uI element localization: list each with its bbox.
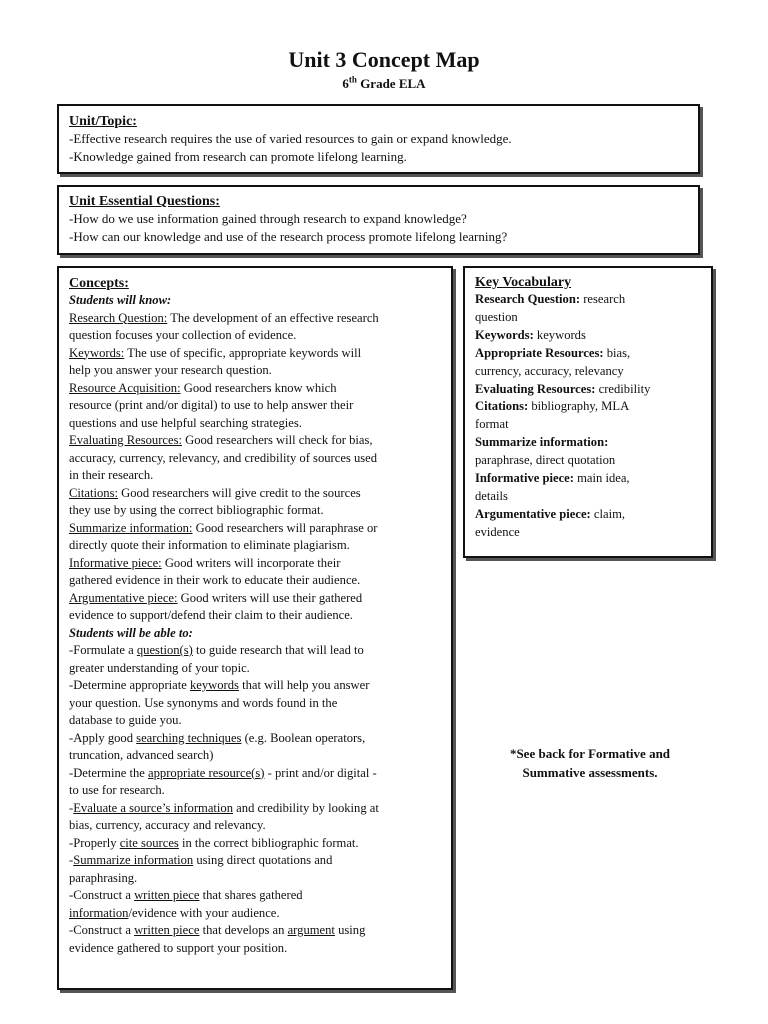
key-vocabulary-box — [463, 266, 713, 558]
vocab-line — [475, 470, 701, 488]
underlined-term: appropriate resource(s) — [148, 765, 265, 780]
text-run: - — [69, 853, 74, 867]
able-item — [69, 677, 441, 695]
concept-text: Good researchers will paraphrase or — [192, 520, 378, 535]
concept-term: Keywords: — [69, 345, 125, 360]
able-item — [69, 730, 441, 748]
able-item — [69, 765, 441, 783]
vocab-line — [475, 398, 701, 416]
text-run: bibliography, MLA — [528, 399, 630, 414]
vocab-line — [475, 309, 701, 327]
know-item-continuation: gathered evidence in their work to educate their audience. — [69, 573, 361, 587]
text-run: greater understanding of your topic. — [69, 660, 250, 675]
vocab-term: Research Question: — [475, 292, 581, 306]
text-run: -Formulate a — [69, 643, 137, 657]
unit-topic-line: -Effective research requires the use of varied resources to gain or expand knowledge. — [69, 131, 512, 146]
text-run: paraphrasing. — [69, 870, 138, 885]
able-item — [69, 695, 441, 713]
able-item — [69, 642, 441, 660]
vocab-line — [475, 327, 701, 345]
key-vocabulary-heading: Key Vocabulary — [475, 275, 572, 290]
know-item-continuation: they use by using the correct bibliographic format. — [69, 503, 324, 517]
text-run: -Construct a — [69, 923, 135, 937]
text-run: format — [475, 417, 509, 432]
vocab-term: Keywords: — [475, 327, 534, 342]
able-item — [69, 922, 441, 940]
able-item — [69, 747, 441, 765]
concept-term: Citations: — [69, 485, 118, 500]
text-run: that develops an — [199, 923, 288, 937]
text-run: -Determine the — [69, 765, 149, 780]
text-run: - print and/or digital - — [264, 765, 377, 780]
underlined-term: Summarize information — [73, 853, 194, 867]
able-item — [69, 940, 441, 958]
text-run: paraphrase, direct quotation — [475, 453, 616, 468]
concept-text: The use of specific, appropriate keywords will — [124, 345, 362, 360]
able-item — [69, 852, 441, 870]
underlined-term: cite sources — [119, 835, 179, 850]
able-item — [69, 905, 441, 923]
vocab-line — [475, 506, 701, 524]
text-run: currency, accuracy, relevancy — [475, 363, 624, 378]
text-run: main idea, — [573, 471, 630, 486]
text-run: -Construct a — [69, 888, 135, 902]
concept-text: Good researchers will check for bias, — [181, 433, 373, 447]
vocabulary-list — [475, 291, 701, 542]
vocab-term: Summarize information: — [475, 435, 609, 450]
concept-text: Good writers will use their gathered — [177, 590, 363, 605]
able-item — [69, 800, 441, 818]
text-run: and credibility by looking at — [233, 800, 379, 815]
text-run: database to guide you. — [69, 713, 182, 727]
text-run: research — [580, 292, 626, 306]
know-item-continuation: question focuses your collection of evidence. — [69, 328, 297, 342]
vocab-line — [475, 488, 701, 506]
know-item — [69, 485, 441, 503]
concepts-box — [57, 266, 453, 990]
know-item-continuation: questions and use helpful searching strategies. — [69, 415, 302, 430]
concept-term: Resource Acquisition: — [69, 380, 181, 395]
vocab-line — [475, 452, 701, 470]
underlined-term: Evaluate a source’s information — [73, 800, 234, 815]
underlined-term: information — [69, 905, 129, 920]
grade-number: 6 — [342, 76, 349, 91]
know-item — [69, 520, 441, 538]
text-run: evidence — [475, 524, 520, 539]
concepts-heading: Concepts: — [69, 276, 129, 291]
know-item — [69, 555, 441, 573]
know-item-continuation: directly quote their information to eliminate plagiarism. — [69, 538, 350, 552]
vocab-line — [475, 363, 701, 381]
text-run: question — [475, 309, 518, 324]
vocab-line — [475, 524, 701, 542]
text-run: -Properly — [69, 835, 120, 850]
concept-term: Research Question: — [69, 310, 168, 325]
concept-term: Argumentative piece: — [69, 590, 178, 605]
concept-term: Informative piece: — [69, 555, 162, 570]
vocab-line — [475, 381, 701, 399]
know-item — [69, 590, 441, 608]
unit-topic-box — [57, 104, 700, 174]
page-title: Unit 3 Concept Map — [288, 47, 480, 72]
text-run: -Determine appropriate — [69, 678, 190, 692]
vocab-term: Informative piece: — [475, 471, 574, 486]
page-subtitle — [0, 76, 768, 92]
underlined-term: written piece — [134, 888, 200, 902]
unit-topic-line: -Knowledge gained from research can promote lifelong learning. — [69, 148, 407, 164]
text-run: bias, currency, accuracy and relevancy. — [69, 818, 266, 832]
underlined-term: keywords — [189, 678, 239, 692]
text-run: keywords — [533, 327, 586, 342]
text-run: truncation, advanced search) — [69, 748, 214, 762]
vocab-line — [475, 416, 701, 434]
concept-text: Good researchers know which — [180, 380, 337, 395]
students-able-heading: Students will be able to: — [69, 625, 193, 640]
vocab-term: Argumentative piece: — [475, 506, 591, 521]
know-item — [69, 380, 441, 398]
text-run: details — [475, 488, 508, 503]
vocab-term: Appropriate Resources: — [475, 345, 604, 360]
vocab-line — [475, 434, 701, 452]
underlined-term: question(s) — [136, 643, 193, 657]
text-run: that will help you answer — [238, 678, 370, 692]
know-item-continuation: in their research. — [69, 468, 154, 482]
students-will-know-heading: Students will know: — [69, 293, 172, 307]
able-item — [69, 817, 441, 835]
unit-topic-heading: Unit/Topic: — [69, 114, 137, 129]
text-run: - — [69, 800, 74, 815]
know-item — [69, 432, 441, 450]
text-run: (e.g. Boolean operators, — [241, 730, 366, 745]
know-item — [69, 345, 441, 363]
text-run: credibility — [595, 381, 651, 396]
concept-text: Good researchers will give credit to the sources — [117, 485, 361, 500]
text-run: to guide research that will lead to — [192, 643, 364, 657]
able-item — [69, 660, 441, 678]
concept-text: Good writers will incorporate their — [161, 555, 341, 570]
text-run: in the correct bibliographic format. — [178, 835, 359, 850]
concept-term: Summarize information: — [69, 520, 193, 535]
essential-question-line: -How do we use information gained through research to expand knowledge? — [69, 211, 467, 226]
know-item-continuation: help you answer your research question. — [69, 363, 272, 377]
vocab-line — [475, 291, 701, 309]
essential-question-line: -How can our knowledge and use of the research process promote lifelong learning? — [69, 228, 508, 244]
text-run: using — [334, 923, 366, 937]
concept-text: The development of an effective research — [167, 310, 379, 325]
text-run: /evidence with your audience. — [128, 905, 280, 920]
able-item — [69, 870, 441, 888]
able-list — [69, 642, 441, 957]
underlined-term: written piece — [134, 923, 200, 937]
able-item — [69, 782, 441, 800]
grade-ordinal-suffix: th — [348, 74, 357, 85]
able-item — [69, 835, 441, 853]
text-run: your question. Use synonyms and words found in the — [69, 695, 338, 710]
text-run: to use for research. — [69, 783, 165, 797]
vocab-line — [475, 345, 701, 363]
text-run: -Apply good — [69, 730, 137, 745]
able-item — [69, 712, 441, 730]
vocab-term: Citations: — [475, 399, 529, 414]
know-item — [69, 310, 441, 328]
text-run: using direct quotations and — [193, 853, 333, 867]
grade-label: Grade ELA — [356, 76, 426, 91]
text-run: evidence gathered to support your position. — [69, 940, 288, 955]
assessment-note-line: *See back for Formative and — [509, 746, 671, 761]
text-run: claim, — [590, 506, 626, 521]
underlined-term: searching techniques — [136, 730, 242, 745]
assessment-note — [470, 744, 710, 782]
assessment-note-line: Summative assessments. — [522, 765, 658, 780]
essential-questions-heading: Unit Essential Questions: — [69, 194, 220, 209]
text-run: that shares gathered — [199, 888, 303, 902]
vocab-term: Evaluating Resources: — [475, 381, 596, 396]
know-item-continuation: evidence to support/defend their claim to their audience. — [69, 608, 353, 622]
able-item — [69, 887, 441, 905]
underlined-term: argument — [287, 923, 335, 937]
know-list — [69, 310, 441, 625]
know-item-continuation: accuracy, currency, relevancy, and credibility of sources used — [69, 450, 378, 465]
concept-term: Evaluating Resources: — [69, 433, 182, 447]
know-item-continuation: resource (print and/or digital) to use to help answer their — [69, 398, 354, 412]
essential-questions-box — [57, 185, 700, 255]
text-run: bias, — [603, 345, 631, 360]
